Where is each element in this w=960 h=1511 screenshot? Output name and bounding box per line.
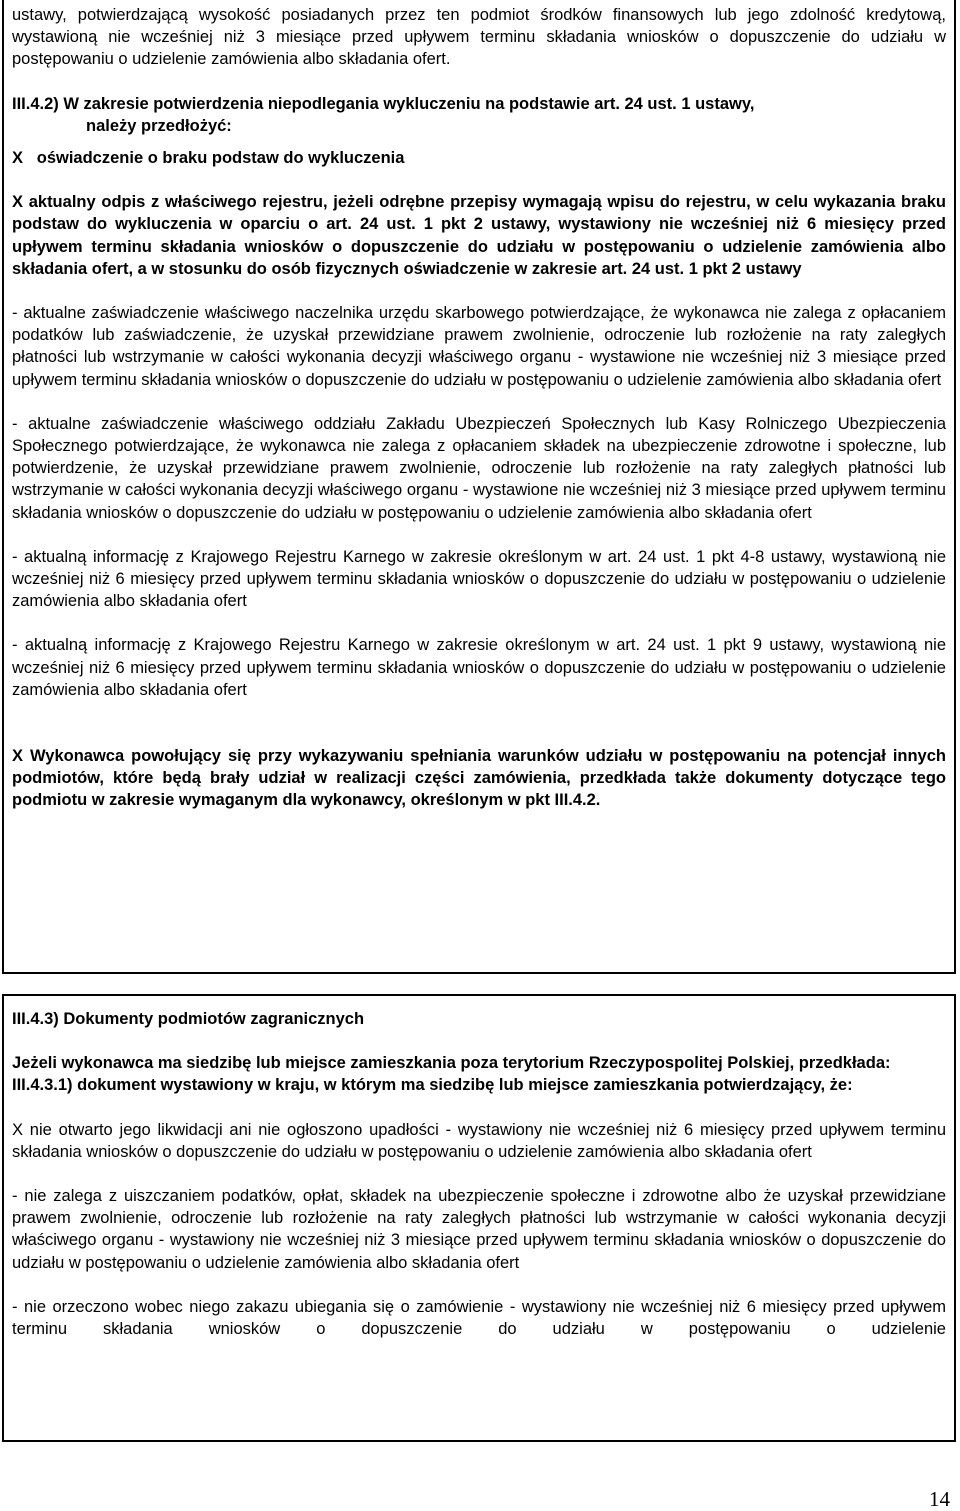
subsection-heading: III.4.3.1) dokument wystawiony w kraju, w którym ma siedzibę lub miejsce zamieszkania potwierdzający, że: (12, 1076, 853, 1095)
section-heading-continuation: należy przedłożyć: (86, 116, 232, 135)
list-item: - aktualną informację z Krajowego Rejestru Karnego w zakresie określonym w art. 24 ust. 1 pkt 9 ustawy, wystawioną nie wcześniej niż 6 miesięcy przed upływem terminu składania wniosków o dopuszczenie do udziału w postępowaniu o udzielenie zamówienia albo składania ofert (12, 636, 946, 699)
list-item: - aktualne zaświadczenie właściwego oddziału Zakładu Ubezpieczeń Społecznych lub Kasy Rolniczego Ubezpieczenia Społecznego potwierdzające, że wykonawca nie zalega z opłacaniem składek na ubezpieczenie zdrowotne i społeczne, lub potwierdzenie, że uzyskał przewidziane prawem zwolnienie, odroczenie lub rozłożenie na raty zaległych płatności lub wstrzymanie w całości wykonania decyzji właściwego organu - wystawione nie wcześniej niż 3 miesiące przed upływem terminu składania wniosków o dopuszczenie do udziału w postępowaniu o udzielenie zamówienia albo składania ofert (12, 414, 946, 522)
foreign-entities-section-box (2, 994, 956, 1442)
list-item: X oświadczenie o braku podstaw do wykluczenia (12, 149, 405, 168)
list-item: - aktualną informację z Krajowego Rejestru Karnego w zakresie określonym w art. 24 ust. 1 pkt 4-8 ustawy, wystawioną nie wcześniej niż 6 miesięcy przed upływem terminu składania wniosków o dopuszczenie do udziału w postępowaniu o udzielenie zamówienia albo składania ofert (12, 547, 946, 611)
requirements-section-box (2, 0, 956, 974)
section-intro: Jeżeli wykonawca ma siedzibę lub miejsce zamieszkania poza terytorium Rzeczypospolitej Polskiej, przedkłada: (12, 1054, 891, 1073)
section-heading: III.4.2) W zakresie potwierdzenia niepodlegania wykluczeniu na podstawie art. 24 ust. 1 ustawy, (12, 94, 755, 113)
list-item: X Wykonawca powołujący się przy wykazywaniu spełniania warunków udziału w postępowaniu na potencjał innych podmiotów, które będą brały udział w realizacji części zamówienia, przedkłada także dokumenty dotyczące tego podmiotu w zakresie wymaganym dla wykonawcy, określonym w pkt III.4.2. (12, 747, 946, 810)
section-heading: III.4.3) Dokumenty podmiotów zagranicznych (12, 1010, 365, 1028)
list-item: - aktualne zaświadczenie właściwego naczelnika urzędu skarbowego potwierdzające, że wykonawca nie zalega z opłacaniem podatków lub zaświadczenie, że uzyskał przewidziane prawem zwolnienie, odroczenie lub rozłożenie na raty zaległych płatności lub wstrzymanie w całości wykonania decyzji właściwego organu - wystawione nie wcześniej niż 3 miesiące przed upływem terminu składania wniosków o dopuszczenie do udziału w postępowaniu o udzielenie zamówienia albo składania ofert (12, 304, 946, 389)
list-item: - nie orzeczono wobec niego zakazu ubiegania się o zamówienie - wystawiony nie wcześniej niż 6 miesięcy przed upływem terminu składania wniosków o dopuszczenie do udziału w postępowaniu o udzielenie (12, 1297, 946, 1339)
intro-paragraph: ustawy, potwierdzającą wysokość posiadanych przez ten podmiot środków finansowych lub jego zdolność kredytową, wystawioną nie wcześniej niż 3 miesiące przed upływem terminu składania wniosków o dopuszczenie do udziału w postępowaniu o udzielenie zamówienia albo składania ofert. (12, 6, 946, 69)
list-item: X nie otwarto jego likwidacji ani nie ogłoszono upadłości - wystawiony nie wcześniej niż 6 miesięcy przed upływem terminu składania wniosków o dopuszczenie do udziału w postępowaniu o udzielenie zamówienia albo składania ofert (12, 1120, 946, 1161)
list-item: - nie zalega z uiszczaniem podatków, opłat, składek na ubezpieczenie społeczne i zdrowotne albo że uzyskał przewidziane prawem zwolnienie, odroczenie lub rozłożenie na raty zaległych płatności lub wstrzymanie w całości wykonania decyzji właściwego organu - wystawiony nie wcześniej niż 3 miesiące przed upływem terminu składania wniosków o dopuszczenie do udziału w postępowaniu o udzielenie zamówienia albo składania ofert (12, 1187, 946, 1272)
page-number: 14 (929, 1487, 950, 1511)
list-item: X aktualny odpis z właściwego rejestru, jeżeli odrębne przepisy wymagają wpisu do rejestru, w celu wykazania braku podstaw do wykluczenia w oparciu o art. 24 ust. 1 pkt 2 ustawy, wystawiony nie wcześniej niż 6 miesięcy przed upływem terminu składania wniosków o dopuszczenie do udziału w postępowaniu o udzielenie zamówienia albo składania ofert, a w stosunku do osób fizycznych oświadczenie w zakresie art. 24 ust. 1 pkt 2 ustawy (12, 193, 946, 278)
